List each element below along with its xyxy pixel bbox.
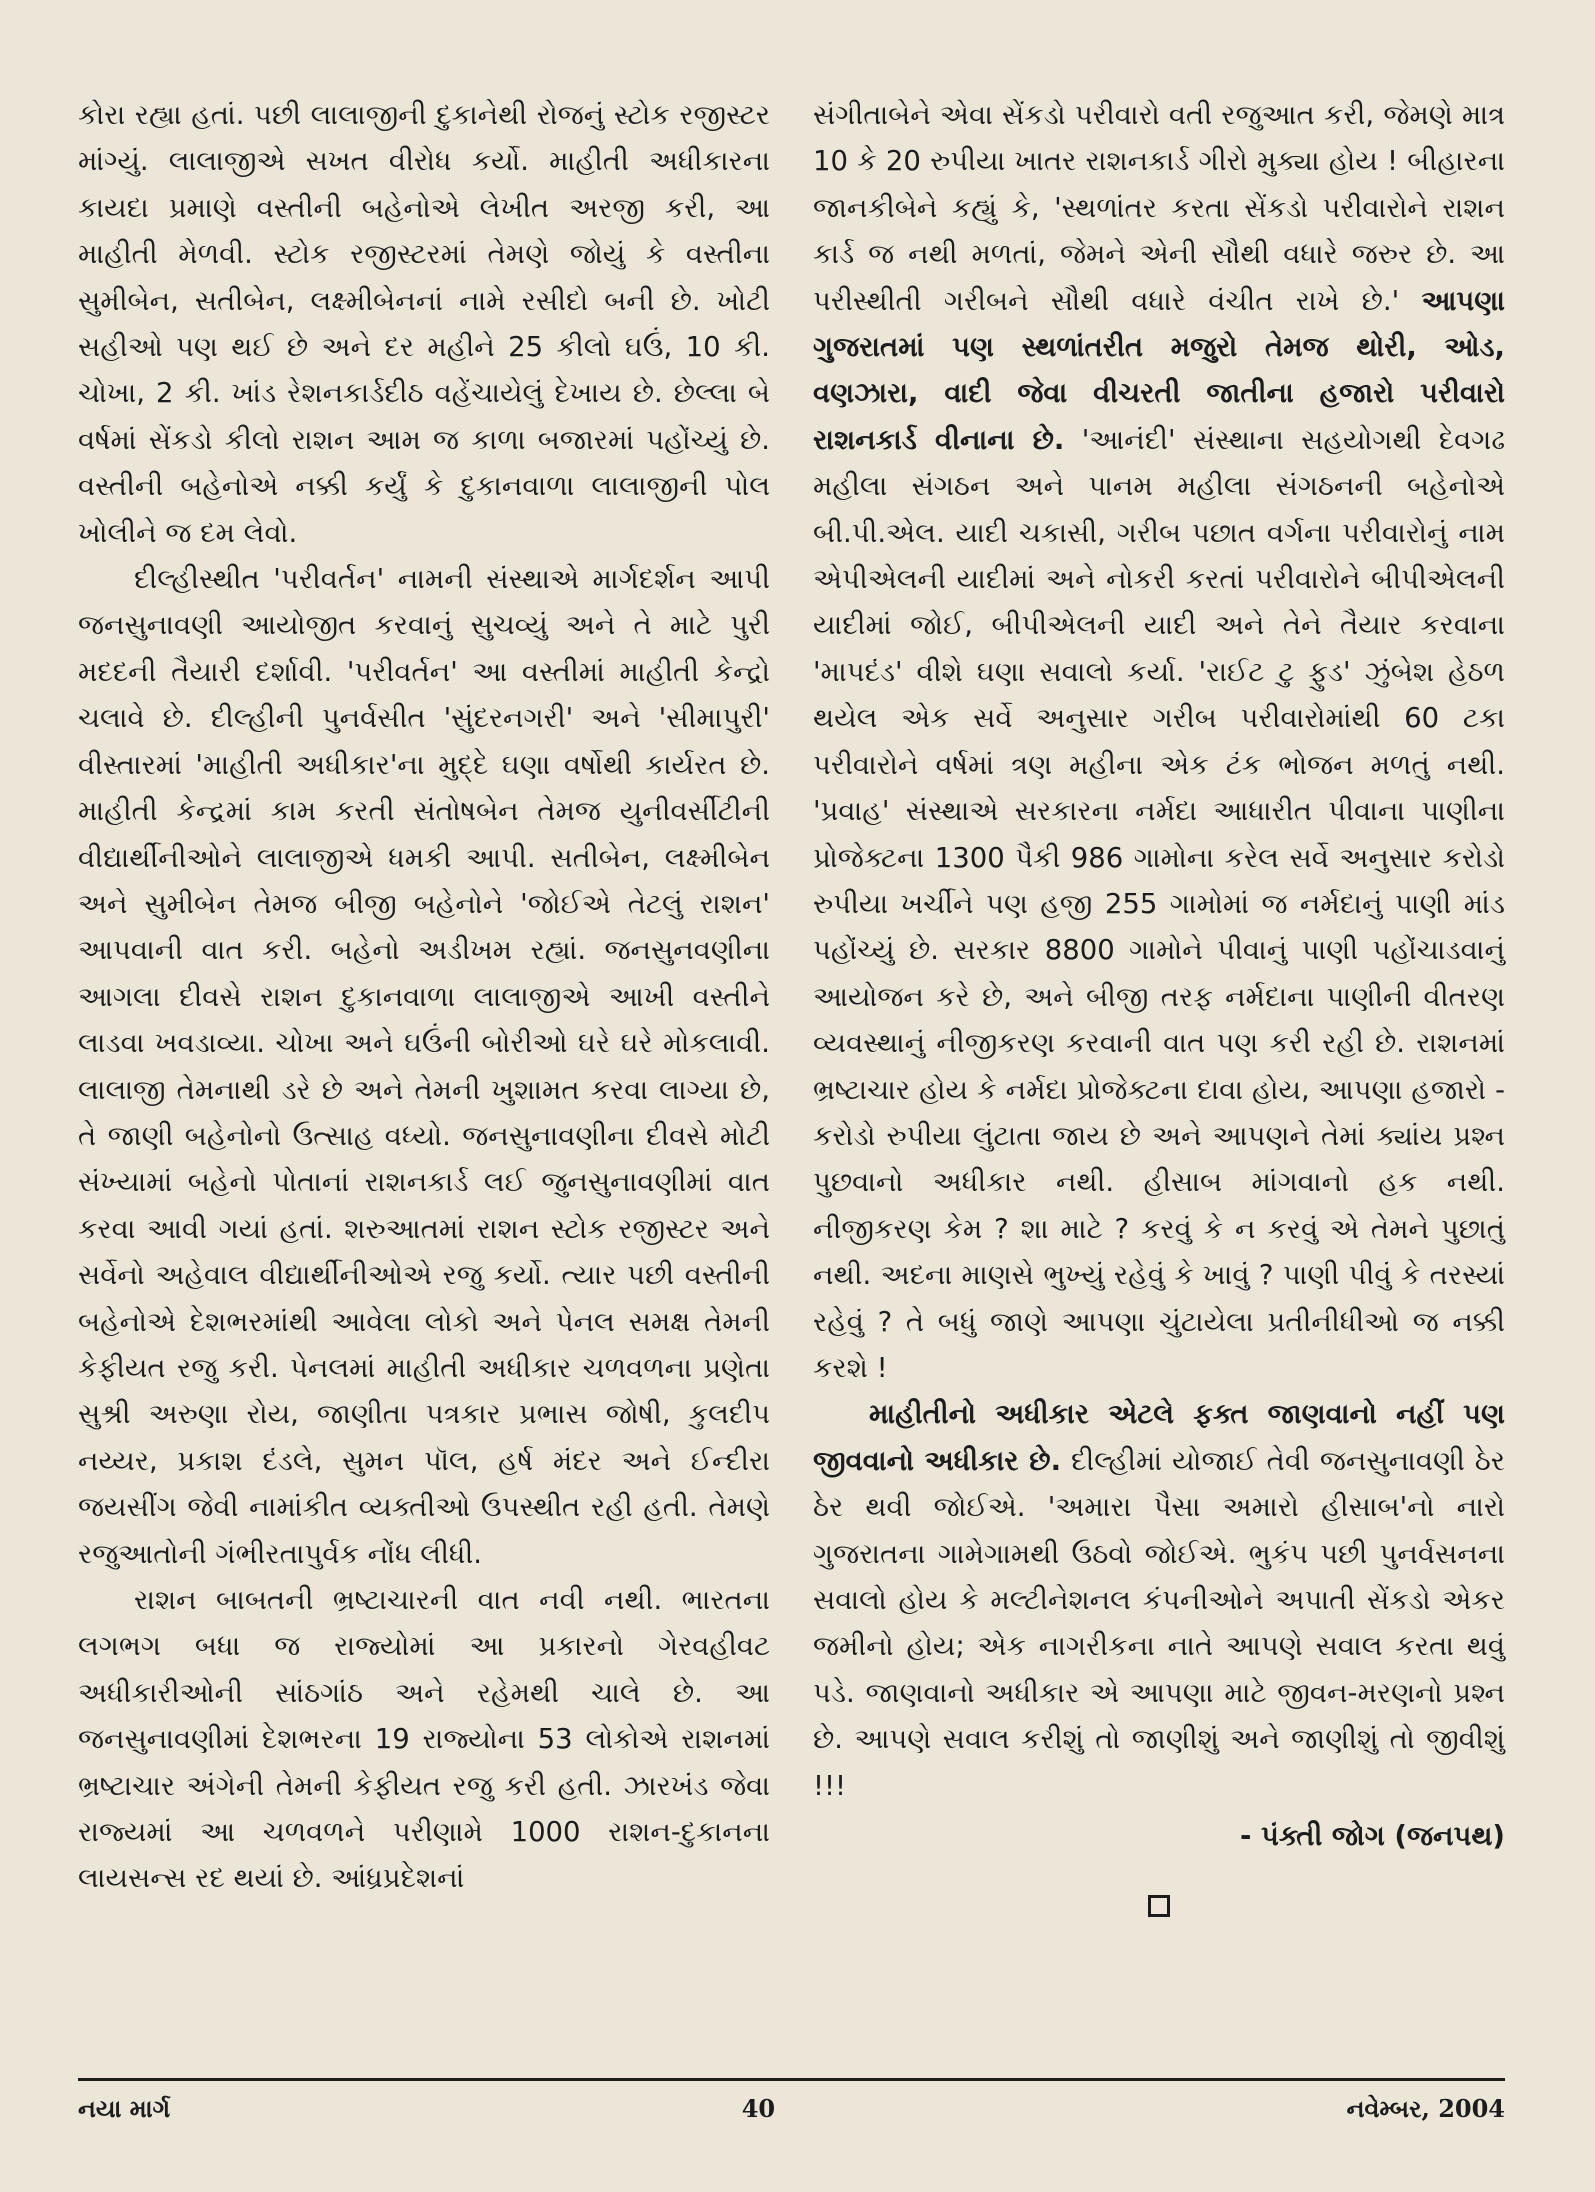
paragraph: દીલ્હીસ્થીત 'પરીવર્તન' નામની સંસ્થાએ માર્ગદર્શન આપી જનસુનાવણી આયોજીત કરવાનું સુચવ્યું અને તે માટે પુરી મદદની તૈયારી દર્શાવી. 'પરીવર્તન' આ વસ્તીમાં માહીતી કેન્દ્રો ચલાવે છે. દીલ્હીની પુનર્વસીત 'સુંદરનગરી' અને 'સીમાપુરી' વીસ્તારમાં 'માહીતી અધીકાર'ના મુદ્દે ઘણા વર્ષોથી કાર્યરત છે. માહીતી કેન્દ્રમાં કામ કરતી સંતોષબેન તેમજ યુનીવર્સીટીની વીદ્યાર્થીનીઓને લાલાજીએ ધમકી આપી. સતીબેન, લક્ષ્મીબેન અને સુમીબેન તેમજ બીજી બહેનોને 'જોઈએ તેટલું રાશન' આપવાની વાત કરી. બહેનો અડીખમ રહ્યાં. જનસુનવણીના આગલા દીવસે રાશન દુકાનવાળા લાલાજીએ આખી વસ્તીને લાડવા ખવડાવ્યા. ચોખા અને ઘઉંની બોરીઓ ઘરે ઘરે મોકલાવી. લાલાજી તેમનાથી ડરે છે અને તેમની ખુશામત કરવા લાગ્યા છે, તે જાણી બહેનોનો ઉત્સાહ વધ્યો. જનસુનાવણીના દીવસે મોટી સંખ્યામાં બહેનો પોતાનાં રાશનકાર્ડ લઈ જુનસુનાવણીમાં વાત કરવા આવી ગયાં હતાં. શરુઆતમાં રાશન સ્ટોક રજીસ્ટર અને સર્વેનો અહેવાલ વીદ્યાર્થીનીઓએ રજુ કર્યો. ત્યાર પછી વસ્તીની બહેનોએ દેશભરમાંથી આવેલા લોકો અને પેનલ સમક્ષ તેમની કેફીયત રજુ કરી. પેનલમાં માહીતી અધીકાર ચળવળના પ્રણેતા સુશ્રી અરુણા રોય, જાણીતા પત્રકાર પ્રભાસ જોષી, કુલદીપ નય્યર, પ્રકાશ દંડલે, સુમન પૉલ, હર્ષ મંદર અને ઈન્દીરા જયસીંગ જેવી નામાંકીત વ્યક્તીઓ ઉપસ્થીત રહી હતી. તેમણે રજુઆતોની ગંભીરતાપુર્વક નોંધ લીધી. [78, 563, 770, 1570]
bold-highlight: આપણા ગુજરાતમાં પણ સ્થળાંતરીત મજુરો તેમજ થોરી, ઓડ, વણઝારા, વાદી જેવા વીચરતી જાતીના હજારો પરીવારો રાશનકાર્ડ વીનાના છે. [813, 284, 1505, 456]
end-of-article-box-icon [1148, 1895, 1170, 1917]
paragraph-text: 'આનંદી' સંસ્થાના સહયોગથી દેવગઢ મહીલા સંગઠન અને પાનમ મહીલા સંગઠનની બહેનોએ બી.પી.એલ. યાદી ચકાસી, ગરીબ પછાત વર્ગના પરીવારોનું નામ એપીએલની યાદીમાં અને નોકરી કરતાં પરીવારોને બીપીએલની યાદીમાં જોઈ, બીપીએલની યાદી અને તેને તૈયાર કરવાના 'માપદંડ' વીશે ઘણા સવાલો કર્યા. 'રાઈટ ટુ ફુડ' ઝુંબેશ હેઠળ થયેલ એક સર્વે અનુસાર ગરીબ પરીવારોમાંથી 60 ટકા પરીવારોને વર્ષમાં ત્રણ મહીના એક ટંક ભોજન મળતું નથી. 'પ્રવાહ' સંસ્થાએ સરકારના નર્મદા આધારીત પીવાના પાણીના પ્રોજેક્ટના 1300 પૈકી 986 ગામોના કરેલ સર્વે અનુસાર કરોડો રુપીયા ખર્ચીને પણ હજી 255 ગામોમાં જ નર્મદાનું પાણી માંડ પહોંચ્યું છે. સરકાર 8800 ગામોને પીવાનું પાણી પહોંચાડવાનું આયોજન કરે છે, અને બીજી તરફ નર્મદાના પાણીની વીતરણ વ્યવસ્થાનું નીજીકરણ કરવાની વાત પણ કરી રહી છે. રાશનમાં ભ્રષ્ટાચાર હોય કે નર્મદા પ્રોજેક્ટના દાવા હોય, આપણા હજારો - કરોડો રુપીયા લુંટાતા જાય છે અને આપણને તેમાં ક્યાંય પ્રશ્ન પુછવાનો અધીકાર નથી. હીસાબ માંગવાનો હક નથી. નીજીકરણ કેમ ? શા માટે ? કરવું કે ન કરવું એ તેમને પુછાતું નથી. અદના માણસે ભુખ્યું રહેવું કે ખાવું ? પાણી પીવું કે તરસ્યાં રહેવું ? તે બધું જાણે આપણા ચુંટાયેલા પ્રતીનીધીઓ જ નક્કી કરશે ! [813, 423, 1506, 1384]
paragraph [813, 1391, 1505, 1809]
paragraph-text: સંગીતાબેને એવા સેંકડો પરીવારો વતી રજુઆત કરી, જેમણે માત્ર 10 કે 20 રુપીયા ખાતર રાશનકાર્ડ ગીરો મુક્યા હોય ! બીહારના જાનકીબેને કહ્યું કે, 'સ્થળાંતર કરતા સેંકડો પરીવારોને રાશન કાર્ડ જ નથી મળતાં, જેમને એની સૌથી વધારે જરુર છે. આ પરીસ્થીતી ગરીબને સૌથી વધારે વંચીત રાખે છે.' [813, 99, 1505, 317]
left-column [78, 92, 770, 2062]
page-number: 40 [741, 2094, 776, 2123]
paragraph-text: દીલ્હીમાં યોજાઈ તેવી જનસુનાવણી ઠેર ઠેર થવી જોઈએ. 'અમારા પૈસા અમારો હીસાબ'નો નારો ગુજરાતના ગામેગામથી ઉઠવો જોઈએ. ભુકંપ પછી પુનર્વસનના સવાલો હોય કે મલ્ટીનેશનલ કંપનીઓને અપાતી સેંકડો એકર જમીનો હોય; એક નાગરીકના નાતે આપણે સવાલ કરતા થવું પડે. જાણવાનો અધીકાર એ આપણા માટે જીવન-મરણનો પ્રશ્ન છે. આપણે સવાલ કરીશું તો જાણીશું અને જાણીશું તો જીવીશું !!! [813, 1444, 1505, 1802]
page-footer [78, 2094, 1505, 2123]
author-signature: - પંક્તી જોગ (જનપથ) [1240, 1820, 1505, 1853]
article-columns [78, 92, 1505, 2062]
footer-divider [78, 2078, 1505, 2081]
right-column [813, 92, 1505, 2062]
issue-date: નવેમ્બર, 2004 [1346, 2094, 1505, 2123]
paragraph: કોરા રહ્યા હતાં. પછી લાલાજીની દુકાનેથી રોજનું સ્ટોક રજીસ્ટર માંગ્યું. લાલાજીએ સખત વીરોધ કર્યો. માહીતી અધીકારના કાયદા પ્રમાણે વસ્તીની બહેનોએ લેખીત અરજી કરી, આ માહીતી મેળવી. સ્ટોક રજીસ્ટરમાં તેમણે જોયું કે વસ્તીના સુમીબેન, સતીબેન, લક્ષ્મીબેનનાં નામે રસીદો બની છે. ખોટી સહીઓ પણ થઈ છે અને દર મહીને 25 કીલો ઘઉં, 10 કી. ચોખા, 2 કી. ખાંડ રેશનકાર્ડદીઠ વહેંચાયેલું દેખાય છે. છેલ્લા બે વર્ષમાં સેંકડો કીલો રાશન આમ જ કાળા બજારમાં પહોંચ્યું છે. વસ્તીની બહેનોએ નક્કી કર્યું કે દુકાનવાળા લાલાજીની પોલ ખોલીને જ દમ લેવો. [78, 99, 770, 549]
magazine-name: નયા માર્ગ [78, 2094, 171, 2123]
paragraph [813, 92, 1505, 1391]
paragraph: રાશન બાબતની ભ્રષ્ટાચારની વાત નવી નથી. ભારતના લગભગ બધા જ રાજ્યોમાં આ પ્રકારનો ગેરવહીવટ અધીકારીઓની સાંઠગાંઠ અને રહેમથી ચાલે છે. આ જનસુનાવણીમાં દેશભરના 19 રાજ્યોના 53 લોકોએ રાશનમાં ભ્રષ્ટાચાર અંગેની તેમની કેફીયત રજુ કરી હતી. ઝારખંડ જેવા રાજ્યમાં આ ચળવળને પરીણામે 1000 રાશન-દુકાનના લાયસન્સ રદ થયાં છે. આંધ્રપ્રદેશનાં [78, 1584, 770, 1895]
bold-highlight: માહીતીનો અધીકાર એટલે ફક્ત જાણવાનો નહીં પણ જીવવાનો અધીકાર છે. [813, 1398, 1505, 1477]
